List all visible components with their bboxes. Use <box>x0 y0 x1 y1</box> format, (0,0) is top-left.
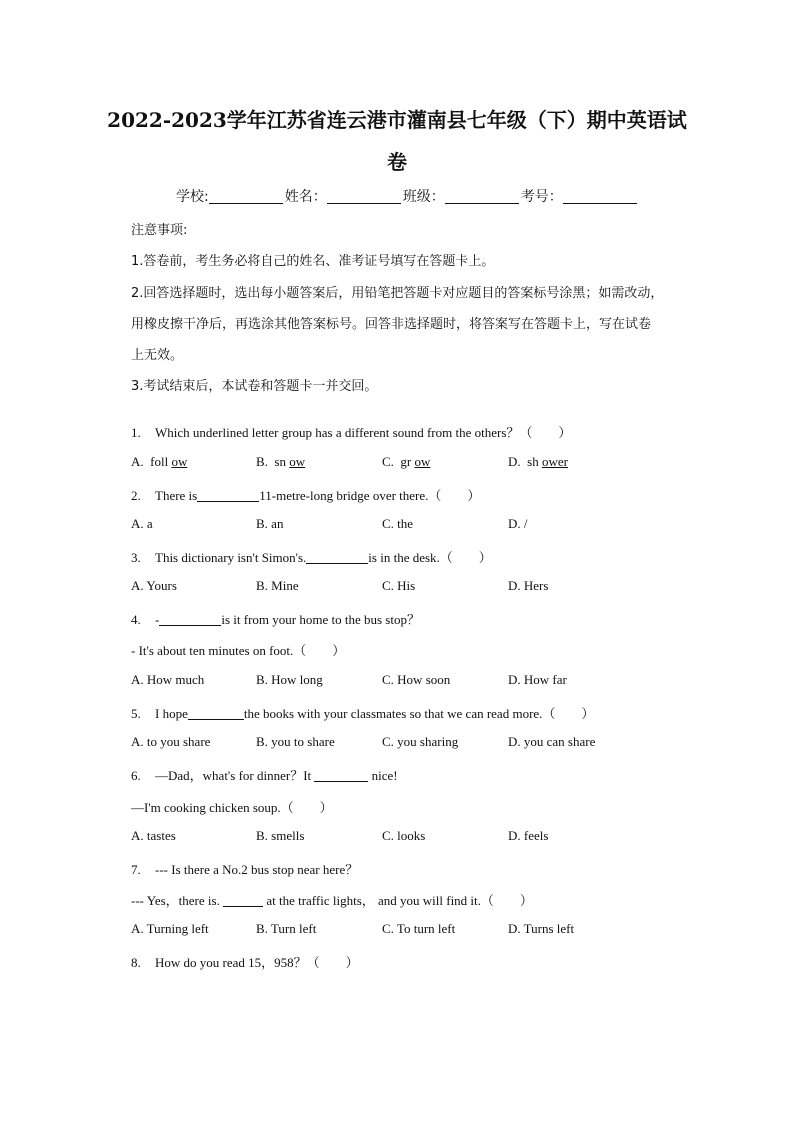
q6-option-c[interactable]: C. looks <box>382 828 426 843</box>
q6-option-b[interactable]: B. smells <box>256 828 305 843</box>
question-number: 5. <box>131 706 141 721</box>
q5-option-d[interactable]: D. you can share <box>508 734 596 749</box>
q3-option-b[interactable]: B. Mine <box>256 578 299 593</box>
student-info-row <box>176 186 639 206</box>
question-number: 2. <box>131 488 141 503</box>
question-number: 4. <box>131 612 141 627</box>
q5-option-a[interactable]: A. to you share <box>131 734 211 749</box>
notice-item-1: 1.答卷前，考生务必将自己的姓名、准考证号填写在答题卡上。 <box>131 254 495 269</box>
q4-option-a[interactable]: A. How much <box>131 672 205 687</box>
question-number: 1. <box>131 425 141 440</box>
name-blank <box>327 189 401 204</box>
answer-blank <box>223 894 263 907</box>
answer-blank <box>314 769 368 782</box>
answer-blank <box>188 707 244 720</box>
q1-option-d[interactable]: D. sh ower <box>508 454 568 469</box>
question-4-line2: - It's about ten minutes on foot.（ ） <box>131 643 346 658</box>
exam-no-blank <box>563 189 637 204</box>
notice-item-3: 3.考试结束后，本试卷和答题卡一并交回。 <box>131 379 378 394</box>
answer-blank <box>306 551 368 564</box>
exam-no-label: 考号： <box>520 189 563 205</box>
question-7-line2: --- Yes，there is. at the traffic lights， and you will find it.（ ） <box>131 893 533 908</box>
question-number: 7. <box>131 862 141 877</box>
q3-option-c[interactable]: C. His <box>382 578 416 593</box>
question-1 <box>131 422 571 441</box>
q2-option-d[interactable]: D. / <box>508 516 528 531</box>
question-6-line2: —I'm cooking chicken soup.（ ） <box>131 800 333 815</box>
question-7: 7. --- Is there a No.2 bus stop near here？ <box>131 862 359 877</box>
answer-blank <box>159 613 221 626</box>
q5-option-c[interactable]: C. you sharing <box>382 734 459 749</box>
exam-title-line2: 卷 <box>387 150 407 174</box>
q2-option-a[interactable]: A. a <box>131 516 153 531</box>
q3-option-a[interactable]: A. Yours <box>131 578 177 593</box>
q4-option-d[interactable]: D. How far <box>508 672 567 687</box>
question-8: 8. How do you read 15，958？（ ） <box>131 955 359 970</box>
question-number: 3. <box>131 550 141 565</box>
question-4: 4. - is it from your home to the bus stop？ <box>131 612 420 627</box>
q1-option-b[interactable]: B. sn ow <box>256 454 306 469</box>
q7-option-a[interactable]: A. Turning left <box>131 921 209 936</box>
question-3: 3. This dictionary isn't Simon's. is in the desk.（ ） <box>131 550 492 565</box>
question-6: 6. —Dad，what's for dinner？It nice! <box>131 768 398 783</box>
question-stem: Which underlined letter group has a different sound from the others？（ ） <box>155 425 572 440</box>
q7-option-b[interactable]: B. Turn left <box>256 921 317 936</box>
question-5: 5. I hope the books with your classmates so that we can read more.（ ） <box>131 706 595 721</box>
exam-title-line1: 2022-2023学年江苏省连云港市灌南县七年级（下）期中英语试 <box>107 108 687 132</box>
q7-option-d[interactable]: D. Turns left <box>508 921 575 936</box>
class-label: 班级： <box>402 189 445 205</box>
q1-option-c[interactable]: C. gr ow <box>382 454 431 469</box>
school-label: 学校: <box>176 189 209 205</box>
q6-option-d[interactable]: D. feels <box>508 828 549 843</box>
notice-item-2-line1: 2.回答选择题时，选出每小题答案后，用铅笔把答题卡对应题目的答案标号涂黑；如需改动， <box>131 286 664 301</box>
q7-option-c[interactable]: C. To turn left <box>382 921 456 936</box>
q5-option-b[interactable]: B. you to share <box>256 734 335 749</box>
answer-blank <box>197 489 259 502</box>
name-label: 姓名： <box>284 189 327 205</box>
class-blank <box>445 189 519 204</box>
q4-option-b[interactable]: B. How long <box>256 672 323 687</box>
q4-option-c[interactable]: C. How soon <box>382 672 451 687</box>
question-number: 8. <box>131 955 141 970</box>
q1-option-a[interactable]: A. foll ow <box>131 454 188 469</box>
notice-item-2-line3: 上无效。 <box>131 348 184 363</box>
q2-option-c[interactable]: C. the <box>382 516 414 531</box>
q6-option-a[interactable]: A. tastes <box>131 828 176 843</box>
question-number: 6. <box>131 768 141 783</box>
notice-heading: 注意事项: <box>131 223 188 238</box>
q2-option-b[interactable]: B. an <box>256 516 284 531</box>
question-2: 2. There is 11-metre-long bridge over there.（ ） <box>131 488 481 503</box>
school-blank <box>209 189 283 204</box>
q3-option-d[interactable]: D. Hers <box>508 578 549 593</box>
notice-item-2-line2: 用橡皮擦干净后，再选涂其他答案标号。回答非选择题时，将答案写在答题卡上，写在试卷 <box>131 317 652 332</box>
